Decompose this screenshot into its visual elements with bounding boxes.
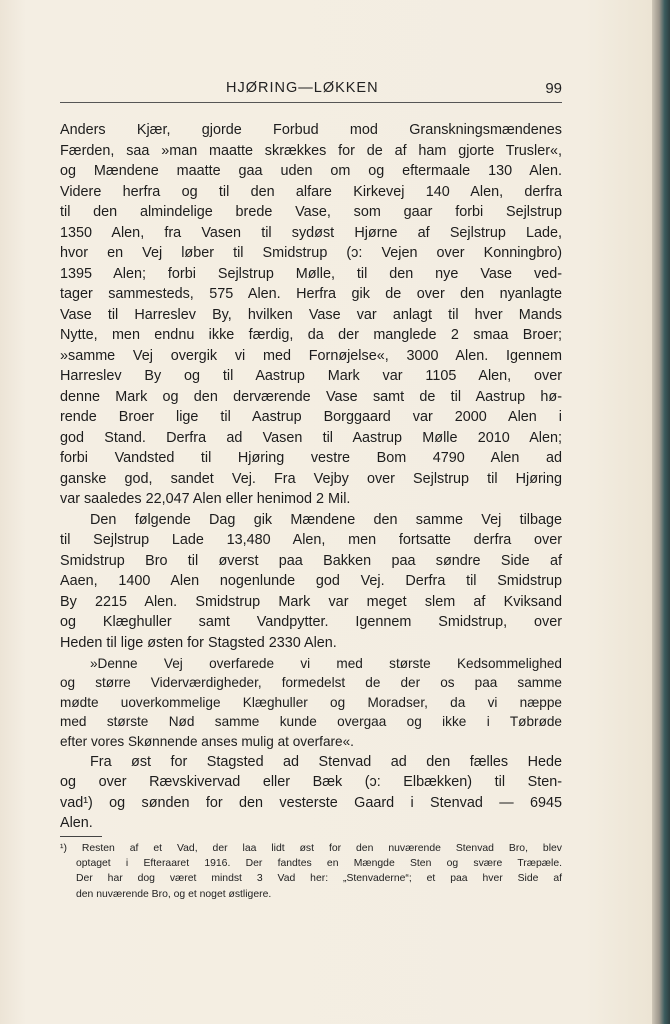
text-line: Vase til Harreslev By, hvilken Vase var anlagt til hver Mands [60, 306, 562, 323]
text-line: Færden, saa »man maatte skrækkes for de af ham gjorte Trusler«, [60, 142, 562, 159]
text-line: Den følgende Dag gik Mændene den samme Vej tilbage [90, 511, 562, 528]
text-line: og Klæghuller samt Vandpytter. Igennem Smidstrup, over [60, 614, 562, 630]
text-line: til den almindelige brede Vase, som gaar forbi Sejlstrup [60, 204, 562, 220]
text-line: denne Mark og den derværende Vase samt de til Aastrup hø- [60, 388, 562, 405]
text-line: vad¹) og sønden for den vesterste Gaard i Stenvad — 6945 [60, 794, 562, 811]
footnote-line: den nuværende Bro, og et noget østligere. [76, 888, 272, 900]
text-line: 1350 Alen, fra Vasen til sydøst Hjørne af Sejlstrup Lade, [60, 224, 562, 241]
text-line: Smidstrup Bro til øverst paa Bakken paa søndre Side af [60, 552, 562, 569]
text-line: forbi Vandsted til Hjøring vestre Bom 4790 Alen ad [60, 450, 562, 466]
text-line: Fra øst for Stagsted ad Stenvad ad den fælles Hede [90, 753, 562, 770]
text-line: Videre herfra og til den alfare Kirkevej 140 Alen, derfra [60, 183, 562, 200]
book-spine-edge [652, 0, 670, 1024]
footnotes [60, 841, 562, 902]
footnote-line: ¹) Resten af et Vad, der laa lidt øst for den nuværende Stenvad Bro, blev [60, 843, 562, 854]
quote-line: med største Nød samme kunde overgaa og ikke i Tøbrøde [60, 714, 562, 730]
text-line: Alen. [60, 815, 93, 832]
quote-line: efter vores Skønnende anses mulig at overfare«. [60, 733, 354, 749]
text-line: god Stand. Derfra ad Vasen til Aastrup Mølle 2010 Alen; [60, 429, 562, 446]
text-line: By 2215 Alen. Smidstrup Mark var meget slem af Kviksand [60, 593, 562, 610]
footnote-divider [60, 836, 102, 837]
text-line: »samme Vej overgik vi med Fornøjelse«, 3000 Alen. Igennem [60, 347, 562, 364]
footnote-line: Der har dog været mindst 3 Vad her: „Stenvaderne“; et paa hver Side af [76, 873, 562, 885]
text-line: var saaledes 22,047 Alen eller henimod 2 Mil. [60, 491, 351, 507]
main-text [60, 120, 562, 834]
text-line: ganske god, sandet Vej. Fra Vejby over Sejlstrup til Hjøring [60, 470, 562, 487]
page-number: 99 [545, 80, 562, 97]
text-line: hvor en Vej løber til Smidstrup (ɔ: Vejen over Konningbro) [60, 245, 562, 261]
text-line: 1395 Alen; forbi Sejlstrup Mølle, til den nye Vase ved- [60, 265, 562, 282]
text-line: rende Broer lige til Aastrup Borggaard var 2000 Alen i [60, 409, 562, 425]
footnote-line: optaget i Efteraaret 1916. Der fandtes en Mængde Sten og svære Træpæle. [76, 858, 562, 870]
quote-line: mødte uoverkommelige Klæghuller og Moradser, da vi næppe [60, 694, 562, 710]
text-line: og over Rævskivervad eller Bæk (ɔ: Elbækken) til Sten- [60, 774, 562, 791]
page-header [60, 80, 562, 103]
text-line: Harreslev By og til Aastrup Mark var 1105 Alen, over [60, 368, 562, 384]
text-line: og Mændene maatte gaa uden om og eftermaale 130 Alen. [60, 163, 562, 179]
quote-line: »Denne Vej overfarede vi med største Kedsommelighed [90, 656, 562, 671]
text-line: tager sammesteds, 575 Alen. Herfra gik de over den nyanlagte [60, 286, 562, 302]
text-line: Anders Kjær, gjorde Forbud mod Granskningsmændenes [60, 122, 562, 138]
running-title: HJØRING—LØKKEN [226, 80, 379, 96]
text-line: til Sejlstrup Lade 13,480 Alen, men fortsatte derfra over [60, 532, 562, 548]
quote-line: og større Viderværdigheder, formedelst de der os paa samme [60, 675, 562, 691]
text-line: Aaen, 1400 Alen nogenlunde god Vej. Derfra til Smidstrup [60, 573, 562, 589]
text-line: Nytte, men endnu ikke færdig, da der manglede 2 smaa Broer; [60, 327, 562, 343]
text-line: Heden til lige østen for Stagsted 2330 Alen. [60, 634, 337, 651]
